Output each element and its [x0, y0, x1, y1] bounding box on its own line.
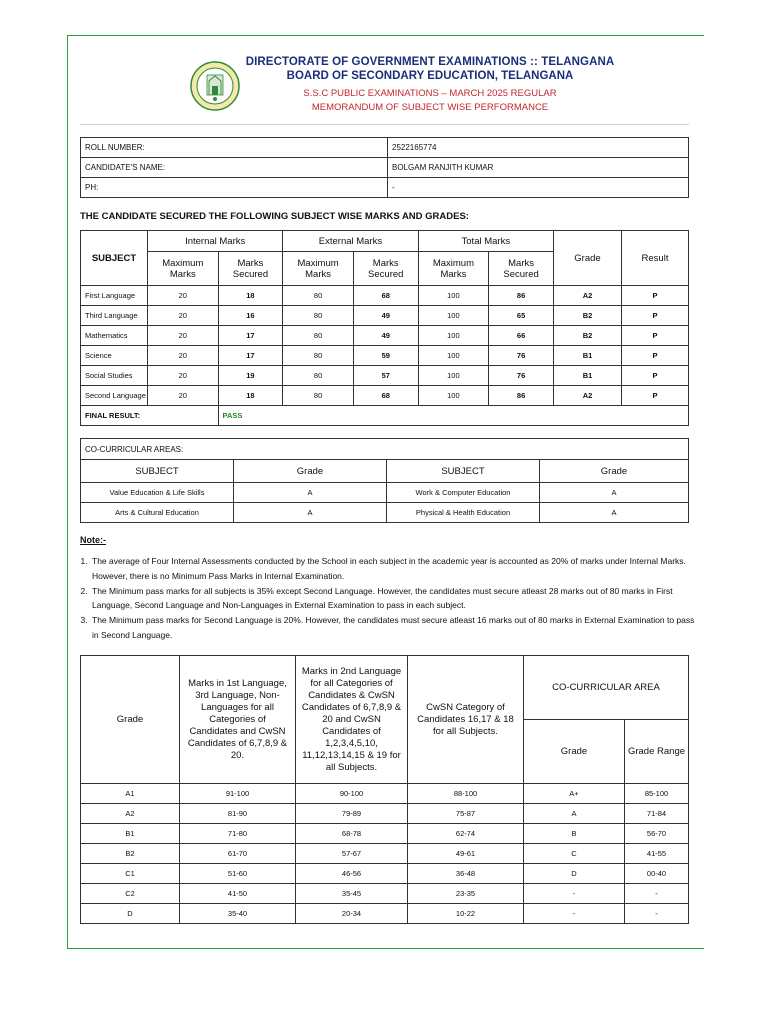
header-memorandum: MEMORANDUM OF SUBJECT WISE PERFORMANCE: [311, 102, 549, 113]
gs-cc-range: 00-40: [625, 864, 689, 884]
grade-scale-row: [81, 824, 689, 844]
col-subject: SUBJECT: [81, 231, 148, 286]
external-max: 80: [283, 366, 354, 386]
gs-range-languages: 41-50: [180, 884, 296, 904]
gs-range-second-language: 57-67: [296, 844, 408, 864]
gs-cc-grade: -: [524, 884, 625, 904]
ph-value: -: [388, 178, 689, 198]
gs-grade: A2: [81, 804, 180, 824]
gs-cc-range: 41-55: [625, 844, 689, 864]
col-external: External Marks: [283, 231, 418, 252]
external-secured: 68: [353, 386, 418, 406]
cc-subject: Value Education & Life Skills: [81, 483, 234, 503]
subject-result: P: [622, 346, 689, 366]
gs-col-cwsn: CwSN Category of Candidates 16,17 & 18 for all Subjects.: [408, 656, 524, 784]
total-max: 100: [418, 306, 489, 326]
cc-row: [81, 503, 689, 523]
total-secured: 65: [489, 306, 554, 326]
notes-list: [80, 554, 702, 643]
external-max: 80: [283, 326, 354, 346]
internal-max: 20: [148, 306, 219, 326]
external-secured: 59: [353, 346, 418, 366]
cc-grade: A: [234, 503, 387, 523]
subject-grade: B2: [554, 326, 622, 346]
roll-value: 2522165774: [388, 138, 689, 158]
gs-grade: D: [81, 904, 180, 924]
gs-col-cc-grade: Grade: [524, 720, 625, 784]
subject-grade: B1: [554, 346, 622, 366]
total-secured: 86: [489, 386, 554, 406]
col-internal-secured: Marks Secured: [218, 252, 283, 286]
subject-name: Social Studies: [81, 366, 148, 386]
gs-cc-range: 56-70: [625, 824, 689, 844]
gs-range-cwsn: 49-61: [408, 844, 524, 864]
subject-name: Third Language: [81, 306, 148, 326]
gs-range-second-language: 79-89: [296, 804, 408, 824]
name-label: CANDIDATE'S NAME:: [81, 158, 388, 178]
final-result-label: FINAL RESULT:: [81, 406, 219, 426]
gs-cc-range: -: [625, 884, 689, 904]
gs-cc-grade: D: [524, 864, 625, 884]
external-max: 80: [283, 346, 354, 366]
subject-result: P: [622, 386, 689, 406]
candidate-info-table: [80, 137, 689, 198]
cc-grade: A: [540, 503, 689, 523]
total-secured: 66: [489, 326, 554, 346]
subject-name: Mathematics: [81, 326, 148, 346]
note-item: 2. The Minimum pass marks for all subjects is 35% except Second Language. However, the candidates must secure atleast 28 marks out of 80 marks in First Language, Second Language and Non-Languages in External Examination to pass in each subject.: [90, 584, 702, 614]
internal-secured: 16: [218, 306, 283, 326]
internal-max: 20: [148, 326, 219, 346]
gs-cc-grade: A+: [524, 784, 625, 804]
external-secured: 49: [353, 306, 418, 326]
gs-range-second-language: 90-100: [296, 784, 408, 804]
total-secured: 76: [489, 366, 554, 386]
col-result: Result: [622, 231, 689, 286]
grade-scale-row: [81, 884, 689, 904]
cc-grade: A: [234, 483, 387, 503]
gs-cc-range: -: [625, 904, 689, 924]
grade-scale-row: [81, 844, 689, 864]
cc-subject: Work & Computer Education: [387, 483, 540, 503]
gs-range-languages: 61-70: [180, 844, 296, 864]
external-max: 80: [283, 286, 354, 306]
subject-name: First Language: [81, 286, 148, 306]
subject-grade: B2: [554, 306, 622, 326]
gs-range-second-language: 20-34: [296, 904, 408, 924]
gs-range-second-language: 46-56: [296, 864, 408, 884]
gs-cc-range: 85-100: [625, 784, 689, 804]
gs-range-languages: 51-60: [180, 864, 296, 884]
cc-subject: Arts & Cultural Education: [81, 503, 234, 523]
gs-cc-grade: B: [524, 824, 625, 844]
gs-range-languages: 35-40: [180, 904, 296, 924]
gs-range-languages: 81-90: [180, 804, 296, 824]
subject-result: P: [622, 326, 689, 346]
subject-result: P: [622, 366, 689, 386]
internal-max: 20: [148, 386, 219, 406]
header-divider: [80, 124, 689, 125]
gs-col-second-language: Marks in 2nd Language for all Categories of Candidates & CwSN Candidates of 6,7,8,9 & 20 and CwSN Candidates of 1,2,3,4,5,10, 11,12,13,14,15 & 19 for all Subjects.: [296, 656, 408, 784]
gs-col-cc-range: Grade Range: [625, 720, 689, 784]
external-secured: 57: [353, 366, 418, 386]
final-result-value: PASS: [218, 406, 688, 426]
gs-cc-range: 71-84: [625, 804, 689, 824]
internal-secured: 18: [218, 386, 283, 406]
gs-range-cwsn: 10-22: [408, 904, 524, 924]
cc-subject: Physical & Health Education: [387, 503, 540, 523]
marks-row: [81, 346, 689, 366]
marks-row: [81, 386, 689, 406]
total-max: 100: [418, 326, 489, 346]
roll-label: ROLL NUMBER:: [81, 138, 388, 158]
gs-grade: C1: [81, 864, 180, 884]
gs-grade: A1: [81, 784, 180, 804]
col-external-max: Maximum Marks: [283, 252, 354, 286]
marks-row: [81, 326, 689, 346]
co-curricular-table: [80, 438, 689, 523]
internal-secured: 17: [218, 326, 283, 346]
gs-range-cwsn: 62-74: [408, 824, 524, 844]
col-grade: Grade: [554, 231, 622, 286]
col-total-max: Maximum Marks: [418, 252, 489, 286]
gs-col-languages: Marks in 1st Language, 3rd Language, Non-Languages for all Categories of Candidates and CwSN Candidates of 6,7,8,9 & 20.: [180, 656, 296, 784]
total-max: 100: [418, 386, 489, 406]
grade-scale-row: [81, 864, 689, 884]
note-item: 3. The Minimum pass marks for Second Language is 20%. However, the candidates must secure atleast 16 marks out of 80 marks in External Examination to pass in Second Language.: [90, 613, 702, 643]
ph-label: PH:: [81, 178, 388, 198]
subject-grade: B1: [554, 366, 622, 386]
subject-result: P: [622, 306, 689, 326]
total-max: 100: [418, 346, 489, 366]
roll-row: [81, 138, 689, 158]
gs-range-languages: 71-80: [180, 824, 296, 844]
total-max: 100: [418, 286, 489, 306]
external-max: 80: [283, 306, 354, 326]
marks-row: [81, 306, 689, 326]
note-title: Note:-: [80, 535, 106, 545]
grade-scale-row: [81, 904, 689, 924]
gs-col-co-curricular: CO-CURRICULAR AREA: [524, 656, 689, 720]
grade-scale-row: [81, 784, 689, 804]
internal-secured: 19: [218, 366, 283, 386]
col-total-secured: Marks Secured: [489, 252, 554, 286]
marks-table: [80, 230, 689, 426]
internal-secured: 17: [218, 346, 283, 366]
gs-range-second-language: 35-45: [296, 884, 408, 904]
note-item: 1. The average of Four Internal Assessments conducted by the School in each subject in the academic year is accounted as 20% of marks under Internal Marks. However, there is no Minimum Pass Marks in Internal Examination.: [90, 554, 702, 584]
total-secured: 76: [489, 346, 554, 366]
gs-range-languages: 91-100: [180, 784, 296, 804]
total-max: 100: [418, 366, 489, 386]
name-value: BOLGAM RANJITH KUMAR: [388, 158, 689, 178]
header-board: BOARD OF SECONDARY EDUCATION, TELANGANA: [286, 70, 574, 82]
subject-name: Second Language: [81, 386, 148, 406]
marks-section-title: THE CANDIDATE SECURED THE FOLLOWING SUBJECT WISE MARKS AND GRADES:: [80, 211, 469, 222]
grade-scale-row: [81, 804, 689, 824]
gs-cc-grade: A: [524, 804, 625, 824]
marks-row: [81, 366, 689, 386]
internal-max: 20: [148, 286, 219, 306]
gs-range-cwsn: 75-87: [408, 804, 524, 824]
final-result-row: [81, 406, 689, 426]
ph-row: [81, 178, 689, 198]
co-curricular-title: CO-CURRICULAR AREAS:: [81, 439, 689, 460]
cc-grade: A: [540, 483, 689, 503]
cc-row: [81, 483, 689, 503]
gs-range-cwsn: 36-48: [408, 864, 524, 884]
col-external-secured: Marks Secured: [353, 252, 418, 286]
subject-result: P: [622, 286, 689, 306]
grade-scale-table: [80, 655, 689, 924]
subject-grade: A2: [554, 286, 622, 306]
gs-cc-grade: -: [524, 904, 625, 924]
gs-range-second-language: 68-78: [296, 824, 408, 844]
col-internal-max: Maximum Marks: [148, 252, 219, 286]
gs-grade: B2: [81, 844, 180, 864]
gs-grade: C2: [81, 884, 180, 904]
internal-max: 20: [148, 346, 219, 366]
gs-cc-grade: C: [524, 844, 625, 864]
internal-secured: 18: [218, 286, 283, 306]
gs-range-cwsn: 23-35: [408, 884, 524, 904]
name-row: [81, 158, 689, 178]
col-internal: Internal Marks: [148, 231, 283, 252]
col-total: Total Marks: [418, 231, 553, 252]
cc-col-subject-1: SUBJECT: [81, 460, 234, 483]
cc-col-grade-2: Grade: [540, 460, 689, 483]
gs-range-cwsn: 88-100: [408, 784, 524, 804]
external-secured: 68: [353, 286, 418, 306]
header-directorate: DIRECTORATE OF GOVERNMENT EXAMINATIONS :: TELANGANA: [245, 56, 615, 68]
gs-grade: B1: [81, 824, 180, 844]
cc-col-subject-2: SUBJECT: [387, 460, 540, 483]
header-exam: S.S.C PUBLIC EXAMINATIONS – MARCH 2025 REGULAR: [303, 88, 557, 99]
total-secured: 86: [489, 286, 554, 306]
subject-grade: A2: [554, 386, 622, 406]
internal-max: 20: [148, 366, 219, 386]
external-secured: 49: [353, 326, 418, 346]
marks-row: [81, 286, 689, 306]
gs-col-grade: Grade: [81, 656, 180, 784]
external-max: 80: [283, 386, 354, 406]
subject-name: Science: [81, 346, 148, 366]
cc-col-grade-1: Grade: [234, 460, 387, 483]
